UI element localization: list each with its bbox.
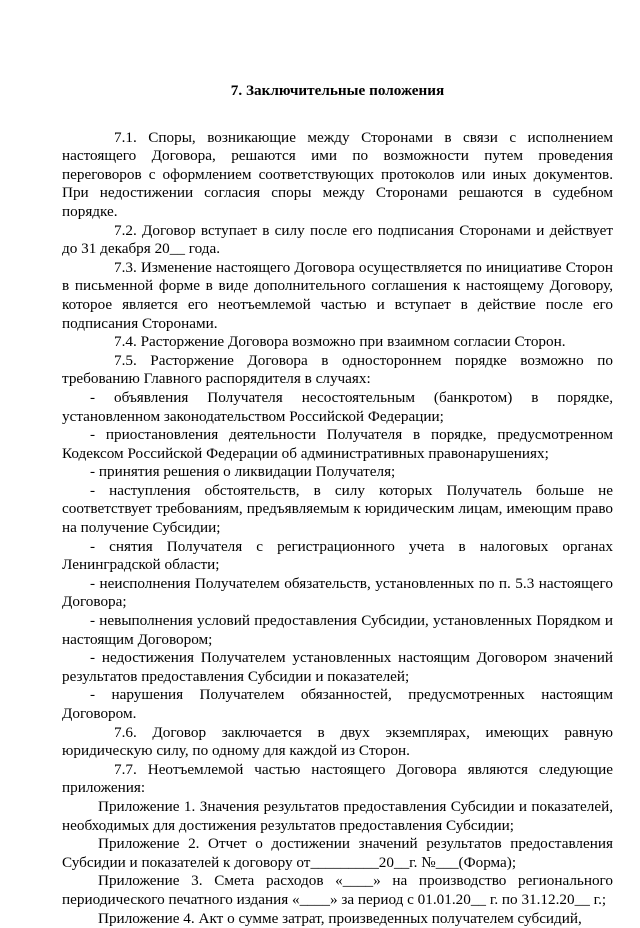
attachment-item: Приложение 1. Значения результатов предоставления Субсидии и показателей, необходимых для достижения результатов предоставления Субсидии; — [62, 797, 613, 834]
paragraph: 7.4. Расторжение Договора возможно при взаимном согласии Сторон. — [114, 333, 566, 351]
list-item: - принятия решения о ликвидации Получателя; — [90, 463, 396, 481]
paragraph: 7.1. Споры, возникающие между Сторонами в связи с исполнением настоящего Договора, решаются ими по возможности путем проведения переговоров с оформлением соответствующих протоколов или иных документов. При недостижении согласия споры между Сторонами решаются в судебном порядке. — [62, 128, 613, 220]
attachment-item: Приложение 4. Акт о сумме затрат, произведенных получателем субсидий, — [98, 909, 582, 927]
list-item: - приостановления деятельности Получателя в порядке, предусмотренном Кодексом Российской Федерации об административных правонарушениях; — [62, 426, 613, 462]
list-item: - неисполнения Получателем обязательств, установленных по п. 5.3 настоящего Договора; — [62, 574, 613, 611]
paragraph: 7.6. Договор заключается в двух экземплярах, имеющих равную юридическую силу, по одному для каждой из Сторон. — [62, 723, 613, 760]
list-item: - наступления обстоятельств, в силу которых Получатель больше не соответствует требованиям, предъявляемым к юридическим лицам, имеющим право на получение Субсидии; — [62, 481, 613, 537]
document-page — [62, 82, 613, 928]
attachment-item: Приложение 2. Отчет о достижении значений результатов предоставления Субсидии и показателей к договору от_________20__г. №___(Форма); — [62, 835, 613, 871]
paragraph: 7.5. Расторжение Договора в одностороннем порядке возможно по требованию Главного распорядителя в случаях: — [62, 351, 613, 388]
list-item: - недостижения Получателем установленных настоящим Договором значений результатов предоставления Субсидии и показателей; — [62, 649, 613, 685]
paragraph: 7.2. Договор вступает в силу после его подписания Сторонами и действует до 31 декабря 20__ года. — [62, 221, 613, 258]
paragraph: 7.7. Неотъемлемой частью настоящего Договора являются следующие приложения: — [62, 760, 613, 797]
list-item: - нарушения Получателем обязанностей, предусмотренных настоящим Договором. — [62, 686, 613, 722]
paragraph: 7.3. Изменение настоящего Договора осуществляется по инициативе Сторон в письменной форме в виде дополнительного соглашения к настоящему Договору, которое является его неотъемлемой частью и вступает в действие после его подписания Сторонами. — [62, 258, 613, 332]
list-item: - объявления Получателя несостоятельным (банкротом) в порядке, установленном законодательством Российской Федерации; — [62, 388, 613, 425]
section-title: 7. Заключительные положения — [230, 82, 445, 99]
list-item: - снятия Получателя с регистрационного учета в налоговых органах Ленинградской области; — [62, 537, 613, 574]
attachment-item: Приложение 3. Смета расходов «____» на производство регионального периодического печатного издания «____» за период с 01.01.20__ г. по 31.12.20__ г.; — [62, 872, 613, 908]
list-item: - невыполнения условий предоставления Субсидии, установленных Порядком и настоящим Договором; — [62, 612, 613, 648]
section-body — [62, 129, 613, 928]
